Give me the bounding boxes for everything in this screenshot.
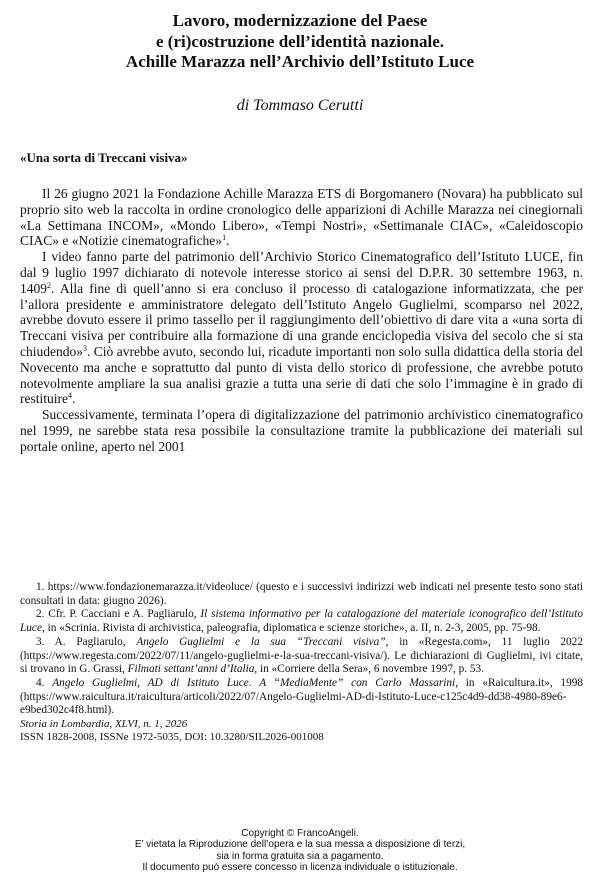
footnote-text: , in «Regesta.com», 11 luglio 2022 (https://www.regesta.com/2022/07/11/angelo-guglielmi-e-la-sua-treccani-visiva/). Le dichiarazioni di Guglielmi, ivi citate, si trovano in G. Grassi,	[20, 635, 583, 676]
title-line-3: Achille Marazza nell’Archivio dell’Istituto Luce	[125, 52, 475, 71]
copyright-line: Copyright © FrancoAngeli.	[241, 828, 359, 839]
journal-title: Storia in Lombardia, XLVI, n. 1, 2026	[20, 718, 188, 730]
title-line-2: e (ri)costruzione dell’identità nazionale.	[155, 31, 444, 51]
footnote-text: , in «Scrinia. Rivista di archivistica, paleografia, diplomatica e scienze storiche», a. II, n. 2-3, 2005, pp. 75-98.	[41, 622, 541, 635]
footnote-cited-title: Il sistema informativo per la catalogazione del materiale iconografico dell’Istituto Luce	[20, 608, 583, 635]
footnote-text: , in «Corriere della Sera», 6 novembre 1997, p. 53.	[254, 663, 485, 676]
footnote-3	[20, 636, 583, 677]
journal-issn: ISSN 1828-2008, ISSNe 1972-5035, DOI: 10.3280/SIL2026-001008	[20, 731, 324, 743]
body-paragraph	[20, 249, 583, 407]
footnote-text: 4.	[36, 676, 53, 689]
footnote-text: , in «Raicultura.it», 1998 (https://www.raicultura.it/raicultura/articoli/2022/07/Angelo-Guglielmi-AD-di-Istituto-Luce-c125c4d9-dd38-4980-89e6-e9bed302c4f8.html).	[20, 676, 584, 717]
paragraph-text: .	[226, 233, 230, 249]
paragraph-text: I video fanno parte del patrimonio dell’Archivio Storico Cinematografico dell’Istituto LUCE, fin dal 9 luglio 1997 dichiarato di notevole interesse storico ai sensi del D.P.R. 30 settembre 1963, n. 1409	[20, 249, 583, 296]
copyright-line: E’ vietata la Riproduzione dell’opera e la sua messa a disposizione di terzi,	[134, 839, 466, 851]
footnote-cited-title: Angelo Guglielmi, AD di Istituto Luce. A “MediaMente” con Carlo Massarini	[52, 676, 456, 689]
footnote-text: 2. Cfr. P. Cacciani e A. Pagliarulo,	[36, 608, 201, 621]
article-title	[40, 11, 560, 73]
footnote-cited-title: Angelo Guglielmi e la sua “Treccani visiva”	[136, 635, 386, 648]
paragraph-text: Il 26 giugno 2021 la Fondazione Achille Marazza ETS di Borgomanero (Novara) ha pubblicato sul proprio sito web la raccolta in ordine cronologico delle apparizioni di Achille Marazza nei cinegiornali «La Settimana INCOM», «Mondo Libero», «Tempi Nostri», «Settimanale CIAC», «Caleidoscopio CIAC» e «Notizie cinematografiche»	[20, 186, 583, 249]
footnote-ref: 1	[222, 233, 227, 243]
body-paragraph	[20, 186, 583, 249]
body-paragraph: Successivamente, terminata l’opera di digitalizzazione del patrimonio archivistico cinematografico nel 1999, ne sarebbe stata resa possibile la consultazione tramite la pubblicazione dei materiali sul portale online, aperto nel 2001	[20, 407, 583, 454]
article-author: di Tommaso Cerutti	[236, 97, 364, 114]
footnote-ref: 2	[47, 280, 51, 290]
paragraph-text: . Ciò avrebbe avuto, secondo lui, ricadute importanti non solo sulla didattica della storia del Novecento ma anche e soprattutto dal punto di vista dello storico di professione, che avrebbe potuto notevolmente ampliare la sua analisi grazie a tutta una serie di dati che solo l’immagine è in grado di restituire	[20, 343, 583, 407]
footnote-2	[20, 608, 583, 635]
footnote-1: 1. https://www.fondazionemarazza.it/videoluce/ (questo e i successivi indirizzi web indicati nel presente testo sono stati consultati in data: giugno 2026).	[20, 581, 583, 607]
footnote-cited-title: Filmati settant’anni d’Italia	[127, 663, 255, 676]
body-text	[20, 186, 583, 455]
copyright-notice	[40, 828, 560, 873]
journal-info	[20, 718, 324, 744]
paragraph-text: . Alla fine di quell’anno si era concluso il processo di catalogazione informatizzata, che per l’allora presidente e amministratore delegato dell’Istituto Angelo Guglielmi, scomparso nel 2022, avrebbe dovuto essere il primo tassello per il raggiungimento dell’obiettivo di dare vita a «una sorta di Treccani visiva per contribuire alla formazione di una grande enciclopedia visiva del secolo che si sta chiudendo»	[20, 280, 583, 359]
footnote-ref: 3	[83, 343, 87, 353]
title-line-1: Lavoro, modernizzazione del Paese	[172, 11, 428, 30]
paragraph-text: .	[71, 391, 76, 407]
footnote-4	[20, 677, 583, 718]
footnote-text: 3. A. Pagliarulo,	[36, 635, 137, 648]
footnote-ref: 4	[67, 391, 72, 401]
copyright-line: sia in forma gratuita sia a pagamento.	[216, 850, 384, 862]
footnotes	[20, 581, 583, 718]
section-heading: «Una sorta di Treccani visiva»	[20, 150, 188, 165]
copyright-line: Il documento può essere concesso in licenza individuale o istituzionale.	[142, 861, 458, 873]
